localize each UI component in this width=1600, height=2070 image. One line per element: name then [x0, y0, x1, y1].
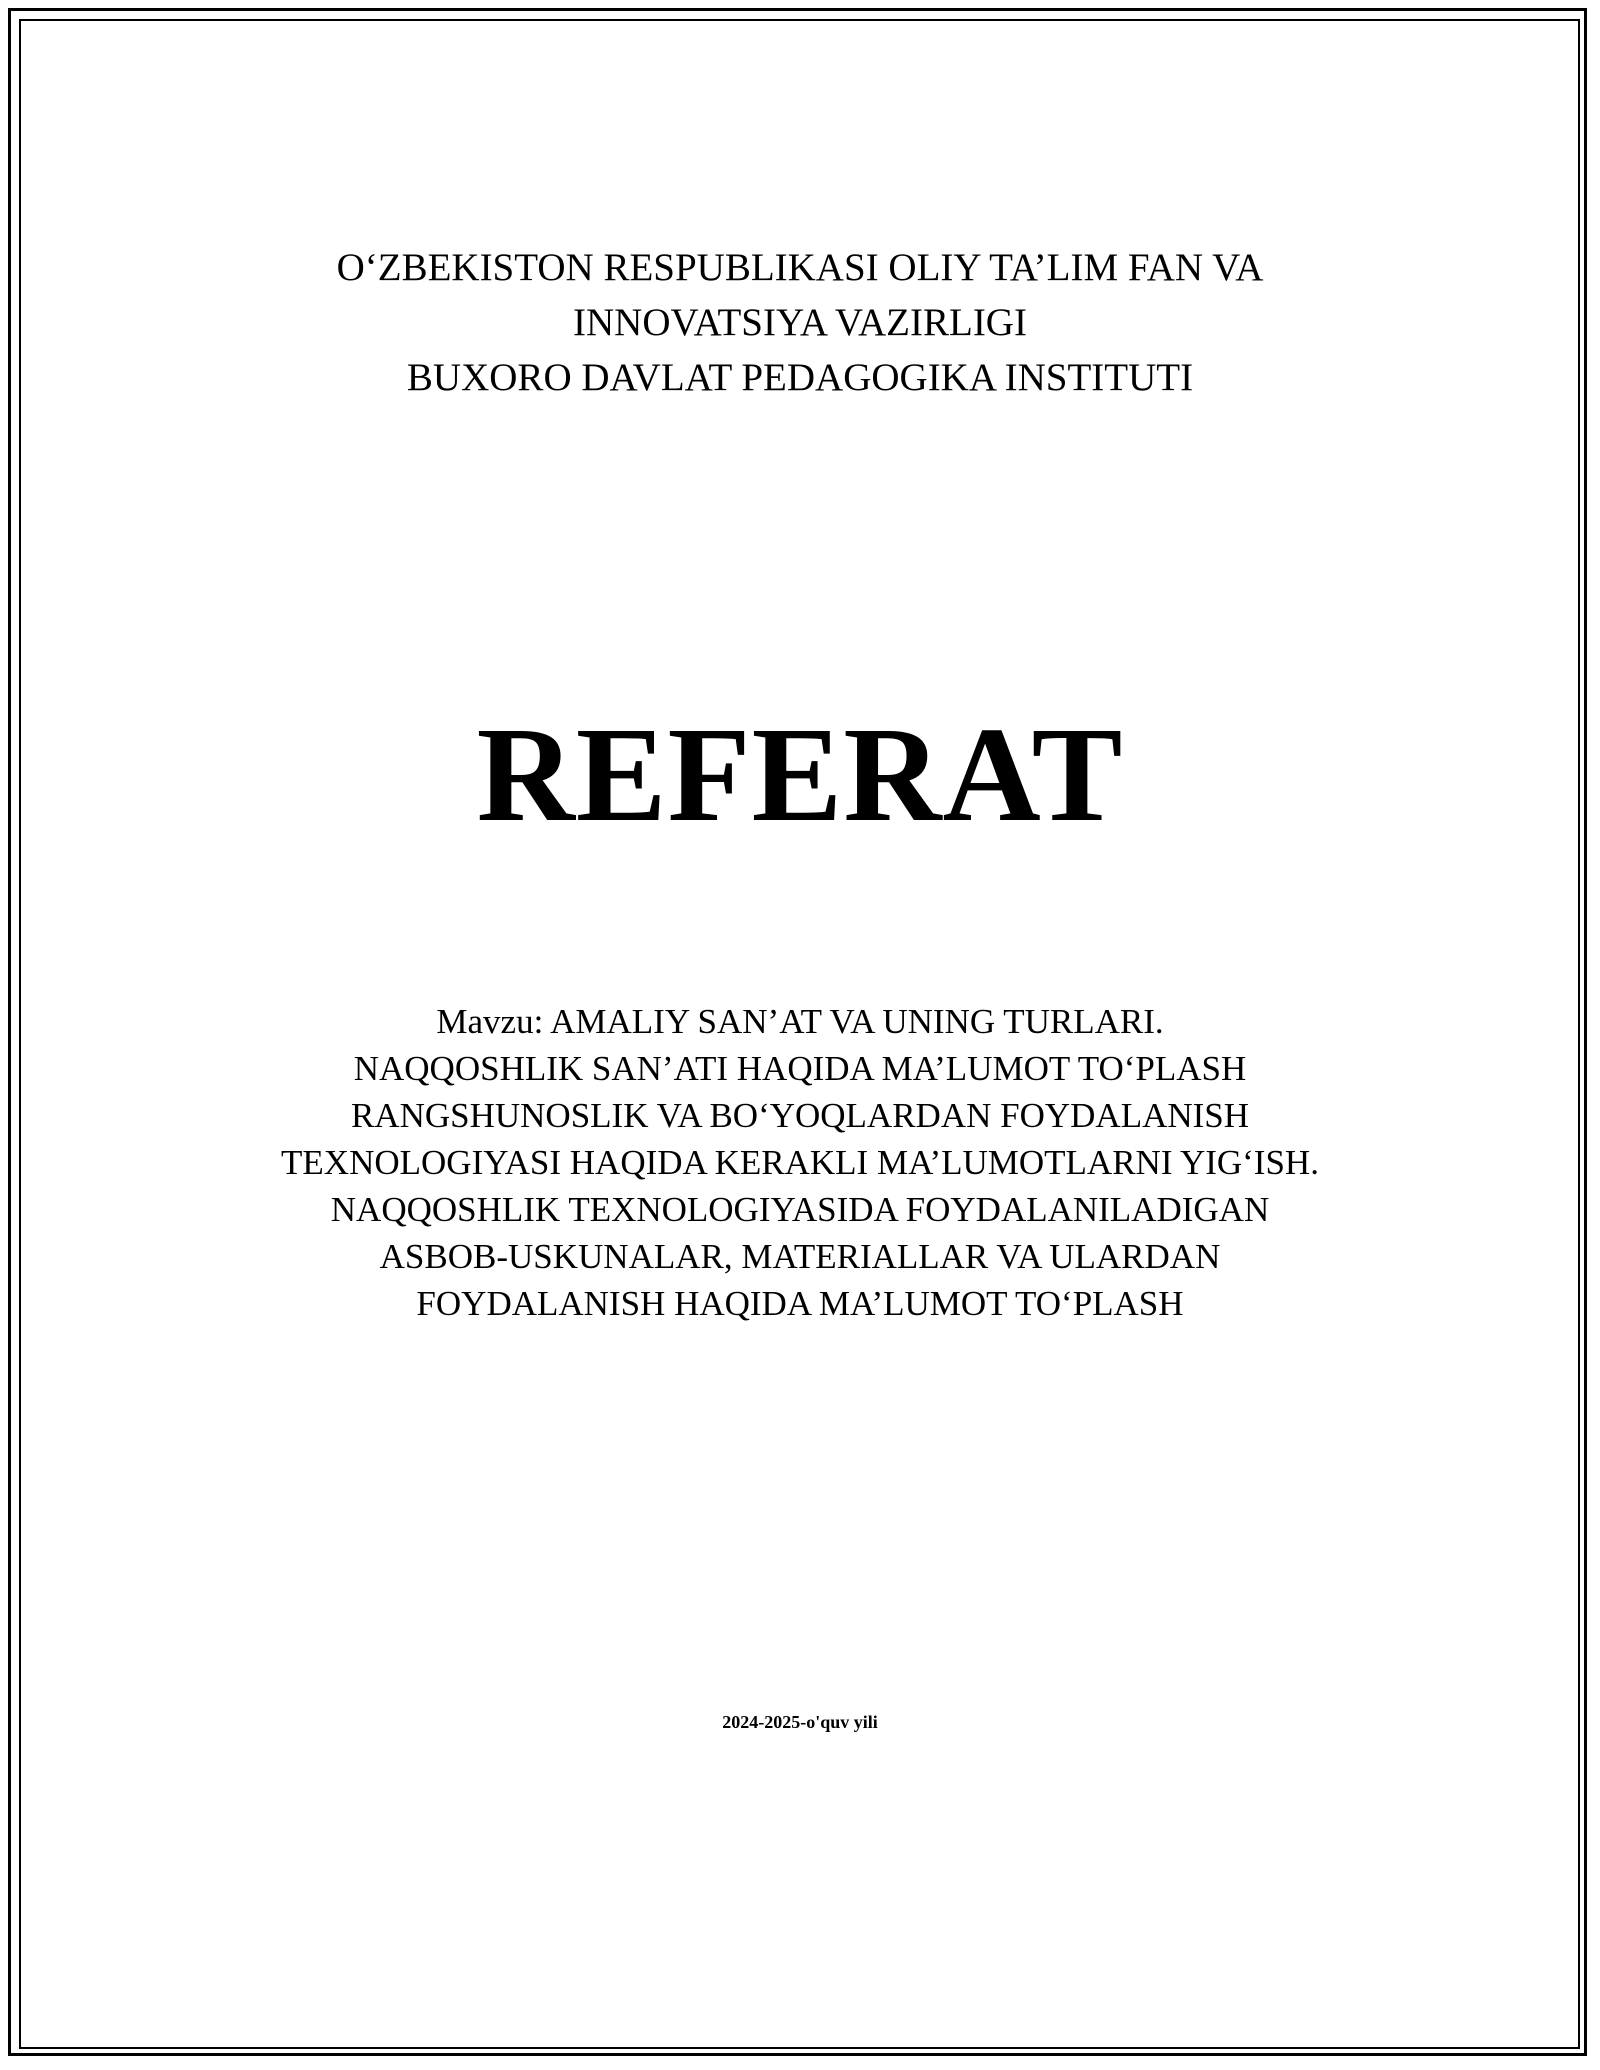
institute-name: BUXORO DAVLAT PEDAGOGIKA INSTITUTI: [406, 356, 1194, 399]
document-title: REFERAT: [476, 700, 1124, 850]
topic-line: TEXNOLOGIYASI HAQIDA KERAKLI MA’LUMOTLARNI YIG‘ISH.: [281, 1143, 1319, 1182]
topic-block: [0, 998, 1600, 1327]
academic-year: 2024-2025-o'quv yili: [722, 1712, 878, 1732]
ministry-header: [0, 240, 1600, 405]
topic-line: FOYDALANISH HAQIDA MA’LUMOT TO‘PLASH: [416, 1284, 1184, 1323]
header-line: O‘ZBEKISTON RESPUBLIKASI OLIY TA’LIM FAN VA: [336, 246, 1264, 289]
topic-line: NAQQOSHLIK SAN’ATI HAQIDA MA’LUMOT TO‘PLASH: [353, 1049, 1247, 1088]
topic-line: RANGSHUNOSLIK VA BO‘YOQLARDAN FOYDALANISH: [350, 1096, 1250, 1135]
header-line: INNOVATSIYA VAZIRLIGI: [573, 301, 1027, 344]
topic-line: Mavzu: AMALIY SAN’AT VA UNING TURLARI.: [436, 1002, 1164, 1041]
topic-line: ASBOB-USKUNALAR, MATERIALLAR VA ULARDAN: [379, 1237, 1221, 1276]
topic-line: NAQQOSHLIK TEXNOLOGIYASIDA FOYDALANILADIGAN: [330, 1190, 1270, 1229]
